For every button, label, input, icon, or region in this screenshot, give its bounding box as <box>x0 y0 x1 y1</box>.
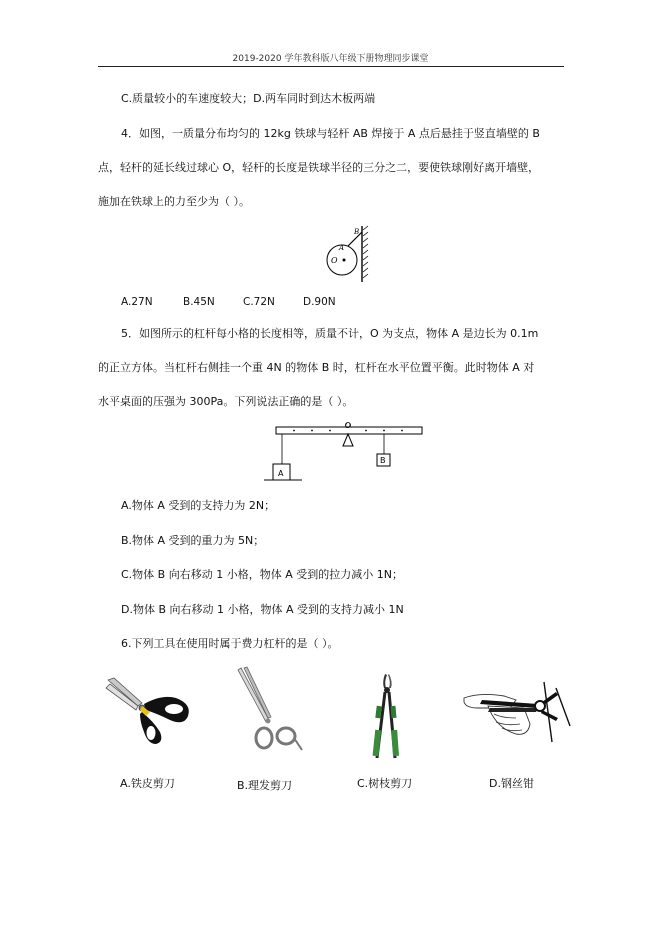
q4-option-d: D.90N <box>303 296 336 308</box>
q6-option-c-label: C.树枝剪刀 <box>357 777 413 790</box>
q6-option-b-label: B.理发剪刀 <box>237 779 293 792</box>
wire-pliers-icon <box>458 678 578 748</box>
q4-label-o: O <box>331 256 338 265</box>
q6-option-d-label: D.钢丝钳 <box>489 777 534 790</box>
q4-stem-line3: 施加在铁球上的力至少为（ ）。 <box>98 195 250 208</box>
q6-option-a-label: A.铁皮剪刀 <box>120 777 175 790</box>
tin-snips-icon <box>104 676 196 746</box>
q4-stem-line1: 4．如图，一质量分布均匀的 12kg 铁球与轻杆 AB 焊接于 A 点后悬挂于竖直墙壁的 B <box>121 127 540 140</box>
q4-option-a: A.27N <box>121 296 153 308</box>
q5-figure-lever <box>262 420 426 486</box>
q5-stem-line1: 5．如图所示的杠杆每小格的长度相等，质量不计，O 为支点，物体 A 是边长为 0.1m <box>121 327 539 340</box>
q3-option-cd: C.质量较小的车速度较大；D.两车同时到达木板两端 <box>121 92 376 105</box>
q5-option-c: C.物体 B 向右移动 1 小格，物体 A 受到的拉力减小 1N； <box>121 568 403 581</box>
hair-scissors-icon <box>232 666 306 756</box>
q4-option-b: B.45N <box>183 296 215 308</box>
q5-stem-line2: 的正立方体。当杠杆右侧挂一个重 4N 的物体 B 时，杠杆在水平位置平衡。此时物体 A 对 <box>98 361 535 374</box>
q5-option-b: B.物体 A 受到的重力为 5N； <box>121 534 265 547</box>
q5-option-a: A.物体 A 受到的支持力为 2N； <box>121 499 276 512</box>
q4-label-a: A <box>339 244 345 252</box>
header-rule <box>98 66 564 67</box>
q5-option-d: D.物体 B 向右移动 1 小格，物体 A 受到的支持力减小 1N <box>121 603 404 616</box>
branch-shears-icon <box>368 672 408 762</box>
q4-stem-line2: 点，轻杆的延长线过球心 O，轻杆的长度是铁球半径的三分之二，要使铁球刚好离开墙壁， <box>98 161 540 174</box>
q5-label-o: O <box>345 422 351 430</box>
q4-option-c: C.72N <box>243 296 275 308</box>
page-header: 2019-2020 学年教科版八年级下册物理同步课堂 <box>232 54 429 64</box>
q4-figure-ball-on-wall <box>320 222 380 284</box>
q4-label-b: B <box>354 228 360 236</box>
q6-stem: 6.下列工具在使用时属于费力杠杆的是（ ）。 <box>121 637 339 650</box>
q5-label-b: B <box>380 456 386 465</box>
q5-stem-line3: 水平桌面的压强为 300Pa。下列说法正确的是（ ）。 <box>98 395 354 408</box>
q5-label-a: A <box>278 469 284 478</box>
